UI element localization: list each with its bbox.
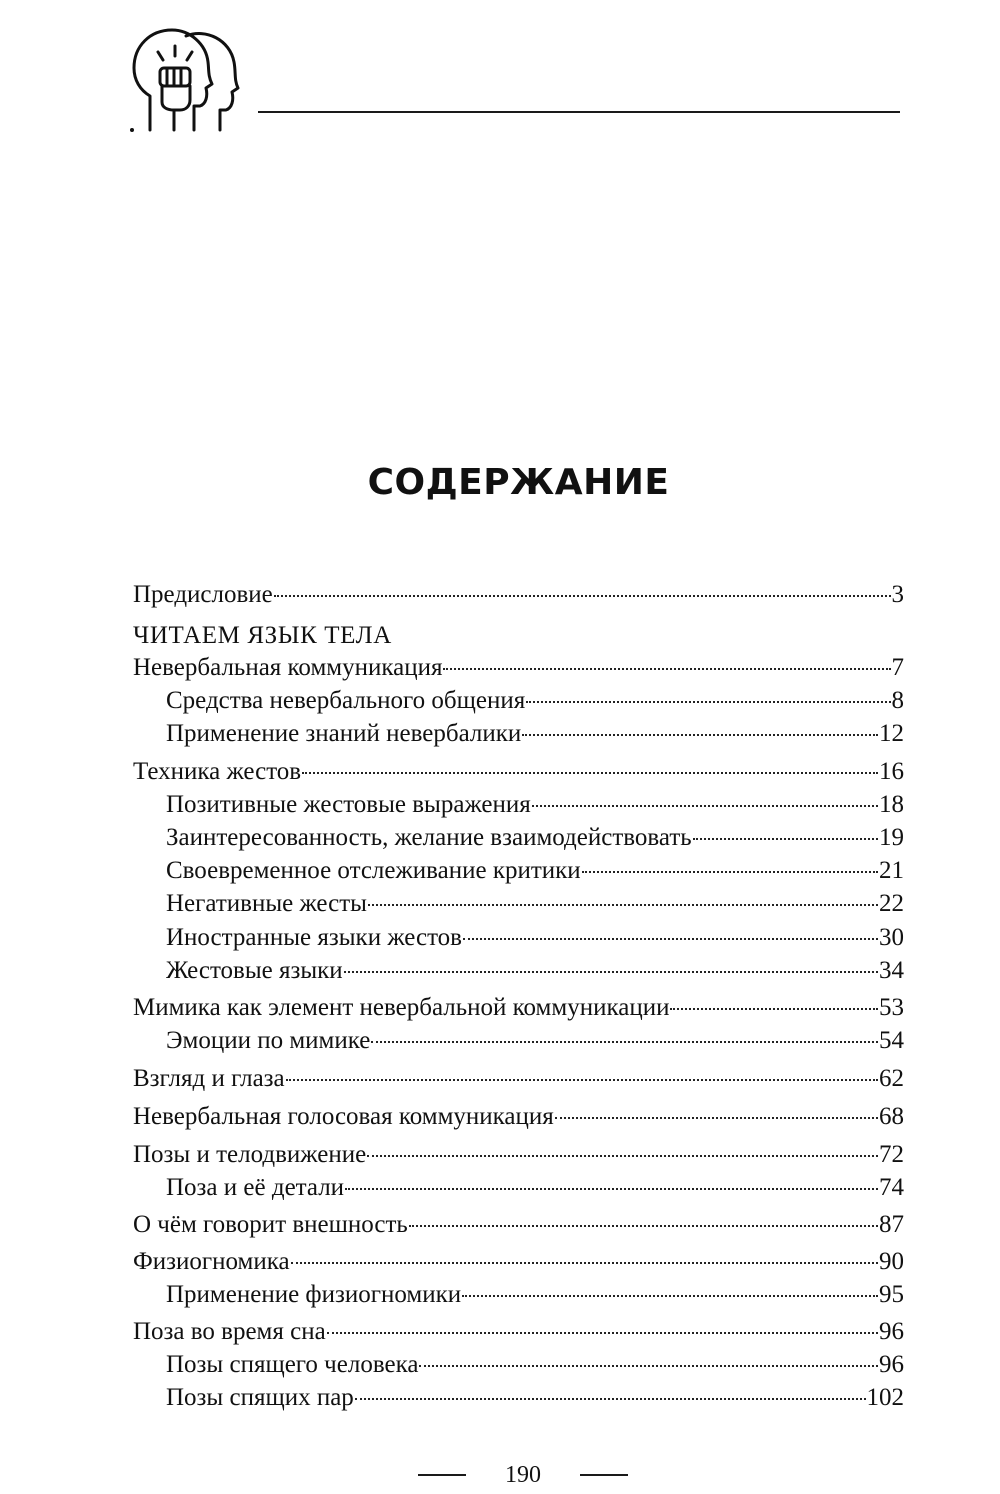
- toc-leader-dots: [532, 803, 878, 807]
- toc-entry: [133, 1246, 904, 1278]
- toc-leader-dots: [367, 1153, 878, 1157]
- toc-leader-dots: [463, 936, 878, 940]
- toc-subentry: [166, 1279, 904, 1311]
- toc-entry-page: 22: [879, 890, 904, 917]
- toc-subentry: [166, 855, 904, 887]
- toc-subentry: [166, 888, 904, 920]
- toc-leader-dots: [522, 732, 878, 736]
- toc-leader-dots: [443, 666, 890, 670]
- toc-subentry: [166, 1172, 904, 1204]
- toc-entry-label: Применение знаний невербалики: [166, 720, 522, 747]
- toc-leader-dots: [344, 969, 878, 973]
- toc-entry-label: Позитивные жестовые выражения: [166, 791, 531, 818]
- section-heading: ЧИТАЕМ ЯЗЫК ТЕЛА: [133, 622, 392, 649]
- toc-subentry: [166, 1025, 904, 1057]
- toc-entry-page: 62: [879, 1065, 904, 1092]
- toc-entry-label: Мимика как элемент невербальной коммуникации: [133, 994, 670, 1021]
- toc-leader-dots: [555, 1115, 878, 1119]
- toc-entry: [133, 1316, 904, 1348]
- toc-entry-page: 8: [891, 687, 904, 714]
- toc-entry-label: Поза во время сна: [133, 1318, 326, 1345]
- toc-leader-dots: [670, 1006, 878, 1010]
- toc-subentry: [166, 1382, 904, 1414]
- toc-subentry: [166, 789, 904, 821]
- toc-entry-label: Позы спящих пар: [166, 1384, 354, 1411]
- toc-entry-label: Средства невербального общения: [166, 687, 526, 714]
- toc-subentry: [166, 822, 904, 854]
- toc-leader-dots: [526, 699, 890, 703]
- toc-entry: [133, 579, 904, 611]
- toc-entry-page: 96: [879, 1318, 904, 1345]
- toc-subentry: [166, 718, 904, 750]
- toc-subentry: [166, 922, 904, 954]
- footer-rule-right: [580, 1474, 628, 1476]
- page-title: СОДЕРЖАНИЕ: [367, 462, 670, 503]
- toc-entry-page: 95: [879, 1281, 904, 1308]
- toc-leader-dots: [286, 1077, 878, 1081]
- toc-entry-page: 53: [879, 994, 904, 1021]
- toc-subentry: [166, 955, 904, 987]
- toc-entry-page: 72: [879, 1141, 904, 1168]
- toc-entry-page: 54: [879, 1027, 904, 1054]
- toc-entry-label: Своевременное отслеживание критики: [166, 857, 581, 884]
- toc-leader-dots: [274, 593, 891, 597]
- toc-entry: [133, 1101, 904, 1133]
- toc-entry-label: Невербальная голосовая коммуникация: [133, 1103, 554, 1130]
- toc-leader-dots: [371, 1039, 878, 1043]
- toc-leader-dots: [693, 836, 878, 840]
- toc-entry-page: 19: [879, 824, 904, 851]
- toc-entry-page: 90: [879, 1248, 904, 1275]
- page-footer: [418, 1460, 628, 1490]
- toc-entry-label: Негативные жесты: [166, 890, 367, 917]
- toc-leader-dots: [368, 902, 878, 906]
- toc-subentry: [166, 1349, 904, 1381]
- toc-entry-label: Иностранные языки жестов: [166, 924, 462, 951]
- toc-leader-dots: [582, 869, 878, 873]
- toc-entry-label: Жестовые языки: [166, 957, 343, 984]
- toc-entry: [133, 992, 904, 1024]
- toc-leader-dots: [327, 1330, 878, 1334]
- toc-entry-page: 16: [879, 758, 904, 785]
- toc-entry: [133, 652, 904, 684]
- toc-entry-page: 74: [879, 1174, 904, 1201]
- toc-entry-page: 68: [879, 1103, 904, 1130]
- page-number: 190: [505, 1461, 541, 1488]
- toc-subentry: [166, 685, 904, 717]
- toc-leader-dots: [355, 1396, 866, 1400]
- toc-entry-label: Поза и её детали: [166, 1174, 345, 1201]
- toc-entry-label: Применение физиогномики: [166, 1281, 462, 1308]
- toc-entry-label: Техника жестов: [133, 758, 302, 785]
- toc-entry-page: 12: [879, 720, 904, 747]
- toc-leader-dots: [462, 1293, 878, 1297]
- toc-entry: [133, 1139, 904, 1171]
- toc-entry-page: 30: [879, 924, 904, 951]
- toc-entry: [133, 1209, 904, 1241]
- toc-entry-page: 3: [891, 581, 904, 608]
- toc-entry-page: 21: [879, 857, 904, 884]
- toc-entry-label: Позы спящего человека: [166, 1351, 419, 1378]
- toc-entry-page: 34: [879, 957, 904, 984]
- toc-entry-page: 96: [879, 1351, 904, 1378]
- toc-entry-label: Невербальная коммуникация: [133, 654, 443, 681]
- toc-entry-label: Физиогномика: [133, 1248, 290, 1275]
- toc-entry-label: Предисловие: [133, 581, 273, 608]
- toc-entry-page: 18: [879, 791, 904, 818]
- toc-entry-label: О чём говорит внешность: [133, 1211, 408, 1238]
- toc-entry-label: Взгляд и глаза: [133, 1065, 285, 1092]
- toc-entry: [133, 1063, 904, 1095]
- toc-entry-page: 102: [866, 1384, 904, 1411]
- toc-entry-page: 87: [879, 1211, 904, 1238]
- toc-leader-dots: [291, 1260, 878, 1264]
- toc-entry-label: Заинтересованность, желание взаимодействовать: [166, 824, 692, 851]
- toc-entry-page: 7: [891, 654, 904, 681]
- toc-leader-dots: [345, 1186, 878, 1190]
- toc-leader-dots: [419, 1363, 878, 1367]
- footer-rule-left: [418, 1474, 466, 1476]
- toc-entry-label: Эмоции по мимике: [166, 1027, 371, 1054]
- toc-leader-dots: [409, 1223, 878, 1227]
- toc-entry-label: Позы и телодвижение: [133, 1141, 367, 1168]
- toc-entry: [133, 756, 904, 788]
- toc-leader-dots: [302, 770, 878, 774]
